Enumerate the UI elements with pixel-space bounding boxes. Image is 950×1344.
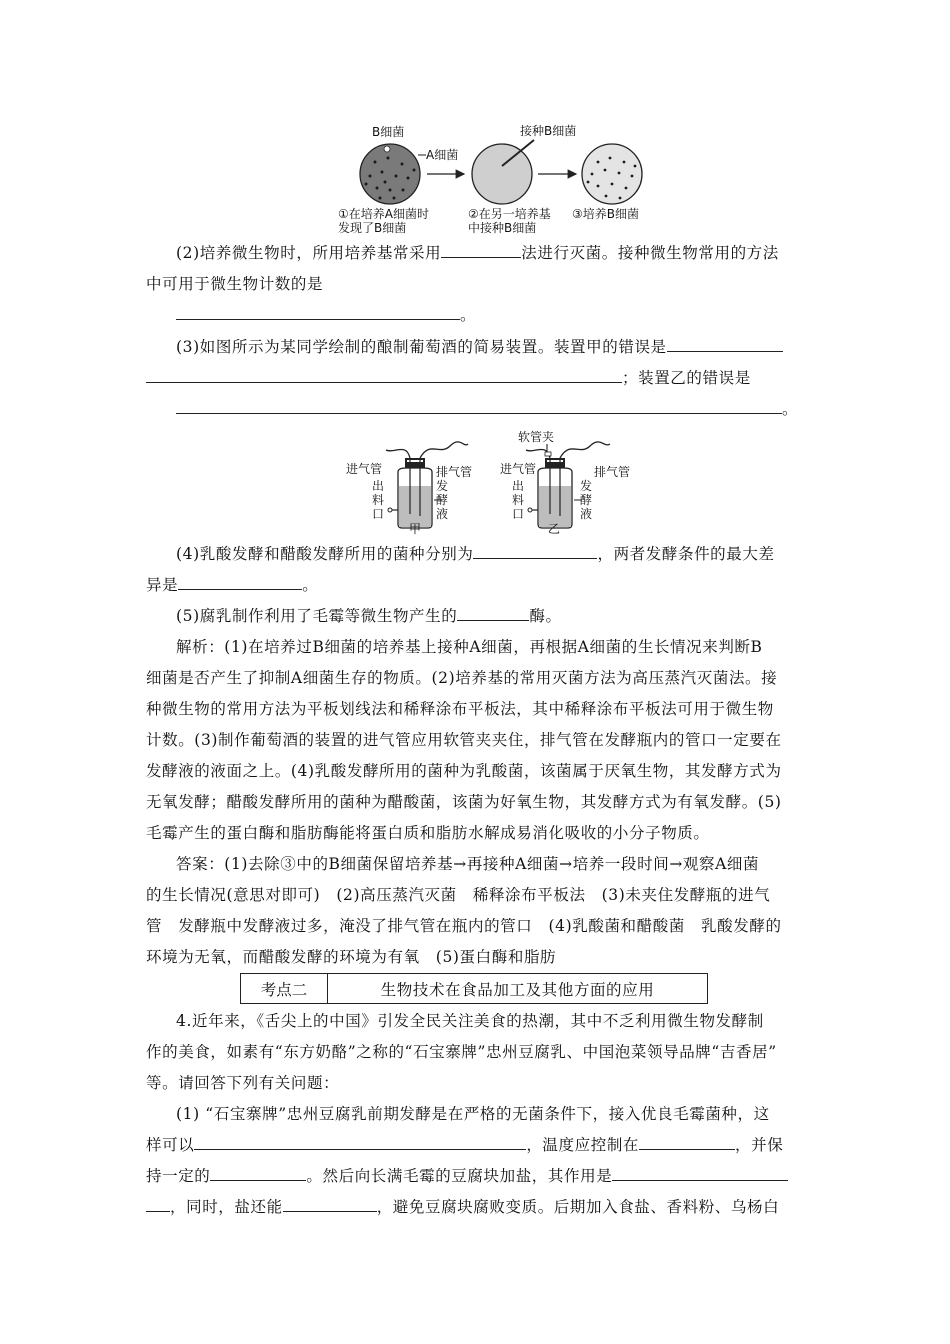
label-discharge-jia-2: 料 [372,493,385,507]
label-liquid-jia-3: 液 [436,507,449,521]
label-inlet-jia: 进气管 [346,462,383,476]
label-discharge-jia-3: 口 [372,507,385,521]
analysis-line-2: 细菌是否产生了抑制A细菌生存的物质。(2)培养基的常用灭菌方法为高压蒸汽灭菌法。接 [146,669,778,687]
bacteria-culture-figure [330,118,660,236]
analysis-line-3: 种微生物的常用方法为平板划线法和稀释涂布平板法，其中稀释涂布平板法可用于微生物 [146,700,774,718]
apparatus-yi [500,429,630,536]
answer-line-1: 答案：(1)去除③中的B细菌保留培养基→再接种A细菌→培养一段时间→观察A细菌 [176,855,760,873]
q3-line1: (3)如图所示为某同学绘制的酿制葡萄酒的简易装置。装置甲的错误是 [176,337,836,357]
label-inlet-yi: 进气管 [500,462,537,476]
label-yi: 乙 [548,522,561,536]
analysis-line-7: 毛霉产生的蛋白酶和脂肪酶能将蛋白质和脂肪水解成易消化吸收的小分子物质。 [146,824,710,842]
q41-line-3: 持一定的 。然后向长满毛霉的豆腐块加盐，其作用是 [146,1166,806,1186]
label-jia: 甲 [409,522,422,536]
label-discharge-yi-2: 料 [512,493,525,507]
label-liquid-yi-1: 发 [580,479,593,493]
section-label: 考点二 [241,974,328,1003]
label-outlet-yi: 排气管 [594,465,631,479]
q5-line: (5)腐乳制作利用了毛霉等微生物产生的 酶。 [176,607,562,625]
analysis-line-4: 计数。(3)制作葡萄酒的装置的进气管应用软管夹夹住，排气管在发酵瓶内的管口一定要在 [146,731,782,749]
q4-line2: 异是 。 [146,576,319,594]
q41-line-4: ，同时，盐还能 ，避免豆腐块腐败变质。后期加入食盐、香料粉、乌杨白 [146,1197,806,1217]
caption-2b: 中接种B细菌 [468,221,537,235]
apparatus-jia [346,442,472,536]
label-liquid-jia-1: 发 [436,479,449,493]
label-liquid-yi-2: 酵 [580,493,593,507]
analysis-line-6: 无氧发酵；醋酸发酵所用的菌种为醋酸菌，该菌为好氧生物，其发酵方式为有氧发酵。(5) [146,793,782,811]
label-a-bacteria: A细菌 [426,148,459,162]
petri-dish-1 [360,144,420,204]
answer-line-4: 环境为无氧，而醋酸发酵的环境为有氧 (5)蛋白酶和脂肪 [146,948,557,966]
label-liquid-yi-3: 液 [580,507,593,521]
q3-line2: ；装置乙的错误是 [146,368,806,388]
q4main-line-2: 作的美食，如素有“东方奶酪”之称的“石宝寨牌”忠州豆腐乳、中国泡菜领导品牌“吉香居” [146,1043,777,1061]
label-liquid-jia-2: 酵 [436,493,449,507]
caption-1b: 发现了B细菌 [338,221,407,235]
q2-line3: 。 [176,305,836,325]
q3-line3: 。 [176,399,836,419]
label-discharge-jia-1: 出 [372,479,385,493]
caption-1a: ①在培养A细菌时 [338,207,429,221]
caption-3: ③培养B细菌 [572,207,639,221]
q2-line2: 中可用于微生物计数的是 [146,275,324,293]
section-title: 生物技术在食品加工及其他方面的应用 [380,980,655,999]
label-outlet-jia: 排气管 [436,465,473,479]
petri-dish-2 [472,144,532,204]
q4-line1: (4)乳酸发酵和醋酸发酵所用的菌种分别为 ，两者发酵条件的最大差 [176,545,775,563]
analysis-line-5: 发酵液的液面之上。(4)乳酸发酵所用的菌种为乳酸菌，该菌属于厌氧生物，其发酵方式为 [146,762,782,780]
answer-line-2: 的生长情况(意思对即可) (2)高压蒸汽灭菌 稀释涂布平板法 (3)未夹住发酵瓶的进气 [146,886,771,904]
q41-line-1: (1) “石宝寨牌”忠州豆腐乳前期发酵是在严格的无菌条件下，接入优良毛霉菌种，这 [176,1105,770,1123]
q4main-line-1: 4.近年来，《舌尖上的中国》引发全民关注美食的热潮，其中不乏利用微生物发酵制 [176,1012,764,1030]
label-inoculate-b: 接种B细菌 [520,124,577,138]
label-discharge-yi-1: 出 [512,479,525,493]
fermentation-apparatus-figure [340,428,640,536]
section-header-box [240,973,708,1004]
answer-line-3: 管 发酵瓶中发酵液过多，淹没了排气管在瓶内的管口 (4)乳酸菌和醋酸菌 乳酸发酵的 [146,917,782,935]
q4main-line-3: 等。请回答下列有关问题： [146,1074,340,1092]
analysis-line-1: 解析：(1)在培养过B细菌的培养基上接种A细菌，再根据A细菌的生长情况来判断B [176,638,763,656]
caption-2a: ②在另一培养基 [468,207,551,221]
label-b-bacteria: B细菌 [372,125,405,139]
label-discharge-yi-3: 口 [512,507,525,521]
q41-line-2: 样可以 ，温度应控制在 ，并保 [146,1136,784,1154]
q2-line1: (2)培养微生物时，所用培养基常采用 法进行灭菌。接种微生物常用的方法 [176,244,779,262]
label-clamp-yi: 软管夹 [518,430,555,444]
